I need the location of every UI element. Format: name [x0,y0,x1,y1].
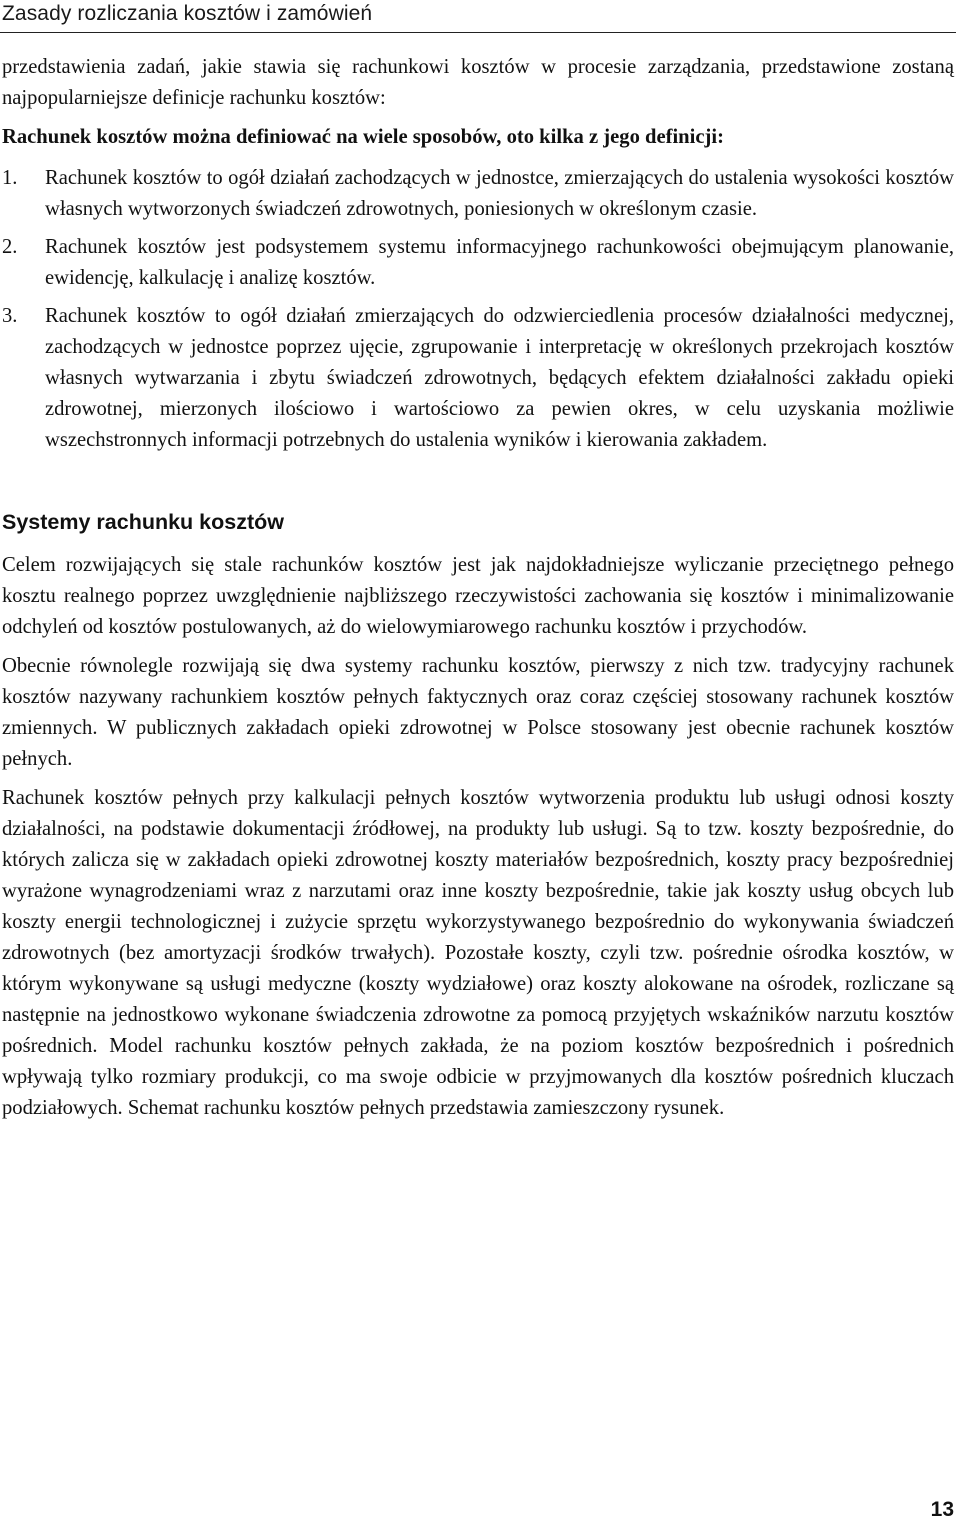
definition-item [2,163,954,225]
definition-item [2,232,954,294]
page-content [2,52,954,1132]
definitions-list [2,163,954,456]
body-paragraph: Celem rozwijających się stale rachunków kosztów jest jak najdokładniejsze wyliczanie przeciętnego pełnego kosztu realnego poprzez uwzględnienie najbliższego rzeczywistości zachowania się kosztów i minimalizowanie odchyleń od kosztów postulowanych, aż do wielowymiarowego rachunku kosztów i przychodów. [2,554,954,638]
definition-number: 1. [2,167,18,189]
definition-text: Rachunek kosztów jest podsystemem systemu informacyjnego rachunkowości obejmującym planowanie, ewidencję, kalkulację i analizę kosztów. [45,236,954,289]
header-divider [0,32,956,33]
running-header-title: Zasady rozliczania kosztów i zamówień [2,2,373,25]
body-paragraph: Rachunek kosztów pełnych przy kalkulacji pełnych kosztów wytworzenia produktu lub usługi odnosi koszty działalności, na podstawie dokumentacji źródłowej, na produkty lub usługi. Są to tzw. koszty bezpośrednie, do których zalicza się w zakładach opieki zdrowotnej koszty materiałów bezpośrednich, koszty pracy bezpośredniej wyrażone wynagrodzeniami wraz z narzutami oraz inne koszty bezpośrednie, takie jak koszty usług obcych lub koszty energii technologicznej i zużycie sprzętu wykorzystywanego bezpośrednio do wykonywania świadczeń zdrowotnych (bez amortyzacji środków trwałych). Pozostałe koszty, czyli tzw. pośrednie ośrodka kosztów, w którym wykonywane są usługi medyczne (koszty wydziałowe) oraz koszty alokowane na ośrodek, rozliczane są następnie na jednostkowo wykonane świadczenia zdrowotne za pomocą przyjętych wskaźników narzutu kosztów pośrednich. Model rachunku kosztów pełnych zakłada, że na poziom kosztów bezpośrednich i pośrednich wpływają tylko rozmiary produkcji, co ma swoje odbicie w przyjmowanych dla kosztów pośrednich kluczach podziałowych. Schemat rachunku kosztów pełnych przedstawia zamieszczony rysunek. [2,787,954,1119]
section-heading: Systemy rachunku kosztów [2,510,284,534]
body-paragraph: Obecnie równolegle rozwijają się dwa systemy rachunku kosztów, pierwszy z nich tzw. tradycyjny rachunek kosztów nazywany rachunkiem kosztów pełnych faktycznych oraz coraz częściej stosowany rachunek kosztów zmiennych. W publicznych zakładach opieki zdrowotnej w Polsce stosowany jest obecnie rachunek kosztów pełnych. [2,655,954,770]
definition-number: 3. [2,305,18,327]
intro-paragraph: przedstawienia zadań, jakie stawia się rachunkowi kosztów w procesie zarządzania, przedstawione zostaną najpopularniejsze definicje rachunku kosztów: [2,56,954,109]
definition-number: 2. [2,236,18,258]
definitions-lead: Rachunek kosztów można definiować na wiele sposobów, oto kilka z jego definicji: [2,126,724,148]
definition-text: Rachunek kosztów to ogół działań zachodzących w jednostce, zmierzających do ustalenia wysokości kosztów własnych wytworzonych świadczeń zdrowotnych, poniesionych w określonym czasie. [45,167,954,220]
definition-text: Rachunek kosztów to ogół działań zmierzających do odzwierciedlenia procesów działalności medycznej, zachodzących w jednostce poprzez ujęcie, zgrupowanie i interpretację w określonych przekrojach kosztów własnych wytwarzania i zbytu świadczeń zdrowotnych, będących efektem działalności zakładu opieki zdrowotnej, mierzonych ilościowo i wartościowo za pewien okres, w celu uzyskania możliwie wszechstronnych informacji potrzebnych do ustalenia wyników i kierowania zakładem. [45,305,954,451]
page-number: 13 [930,1498,954,1521]
definition-item [2,301,954,456]
